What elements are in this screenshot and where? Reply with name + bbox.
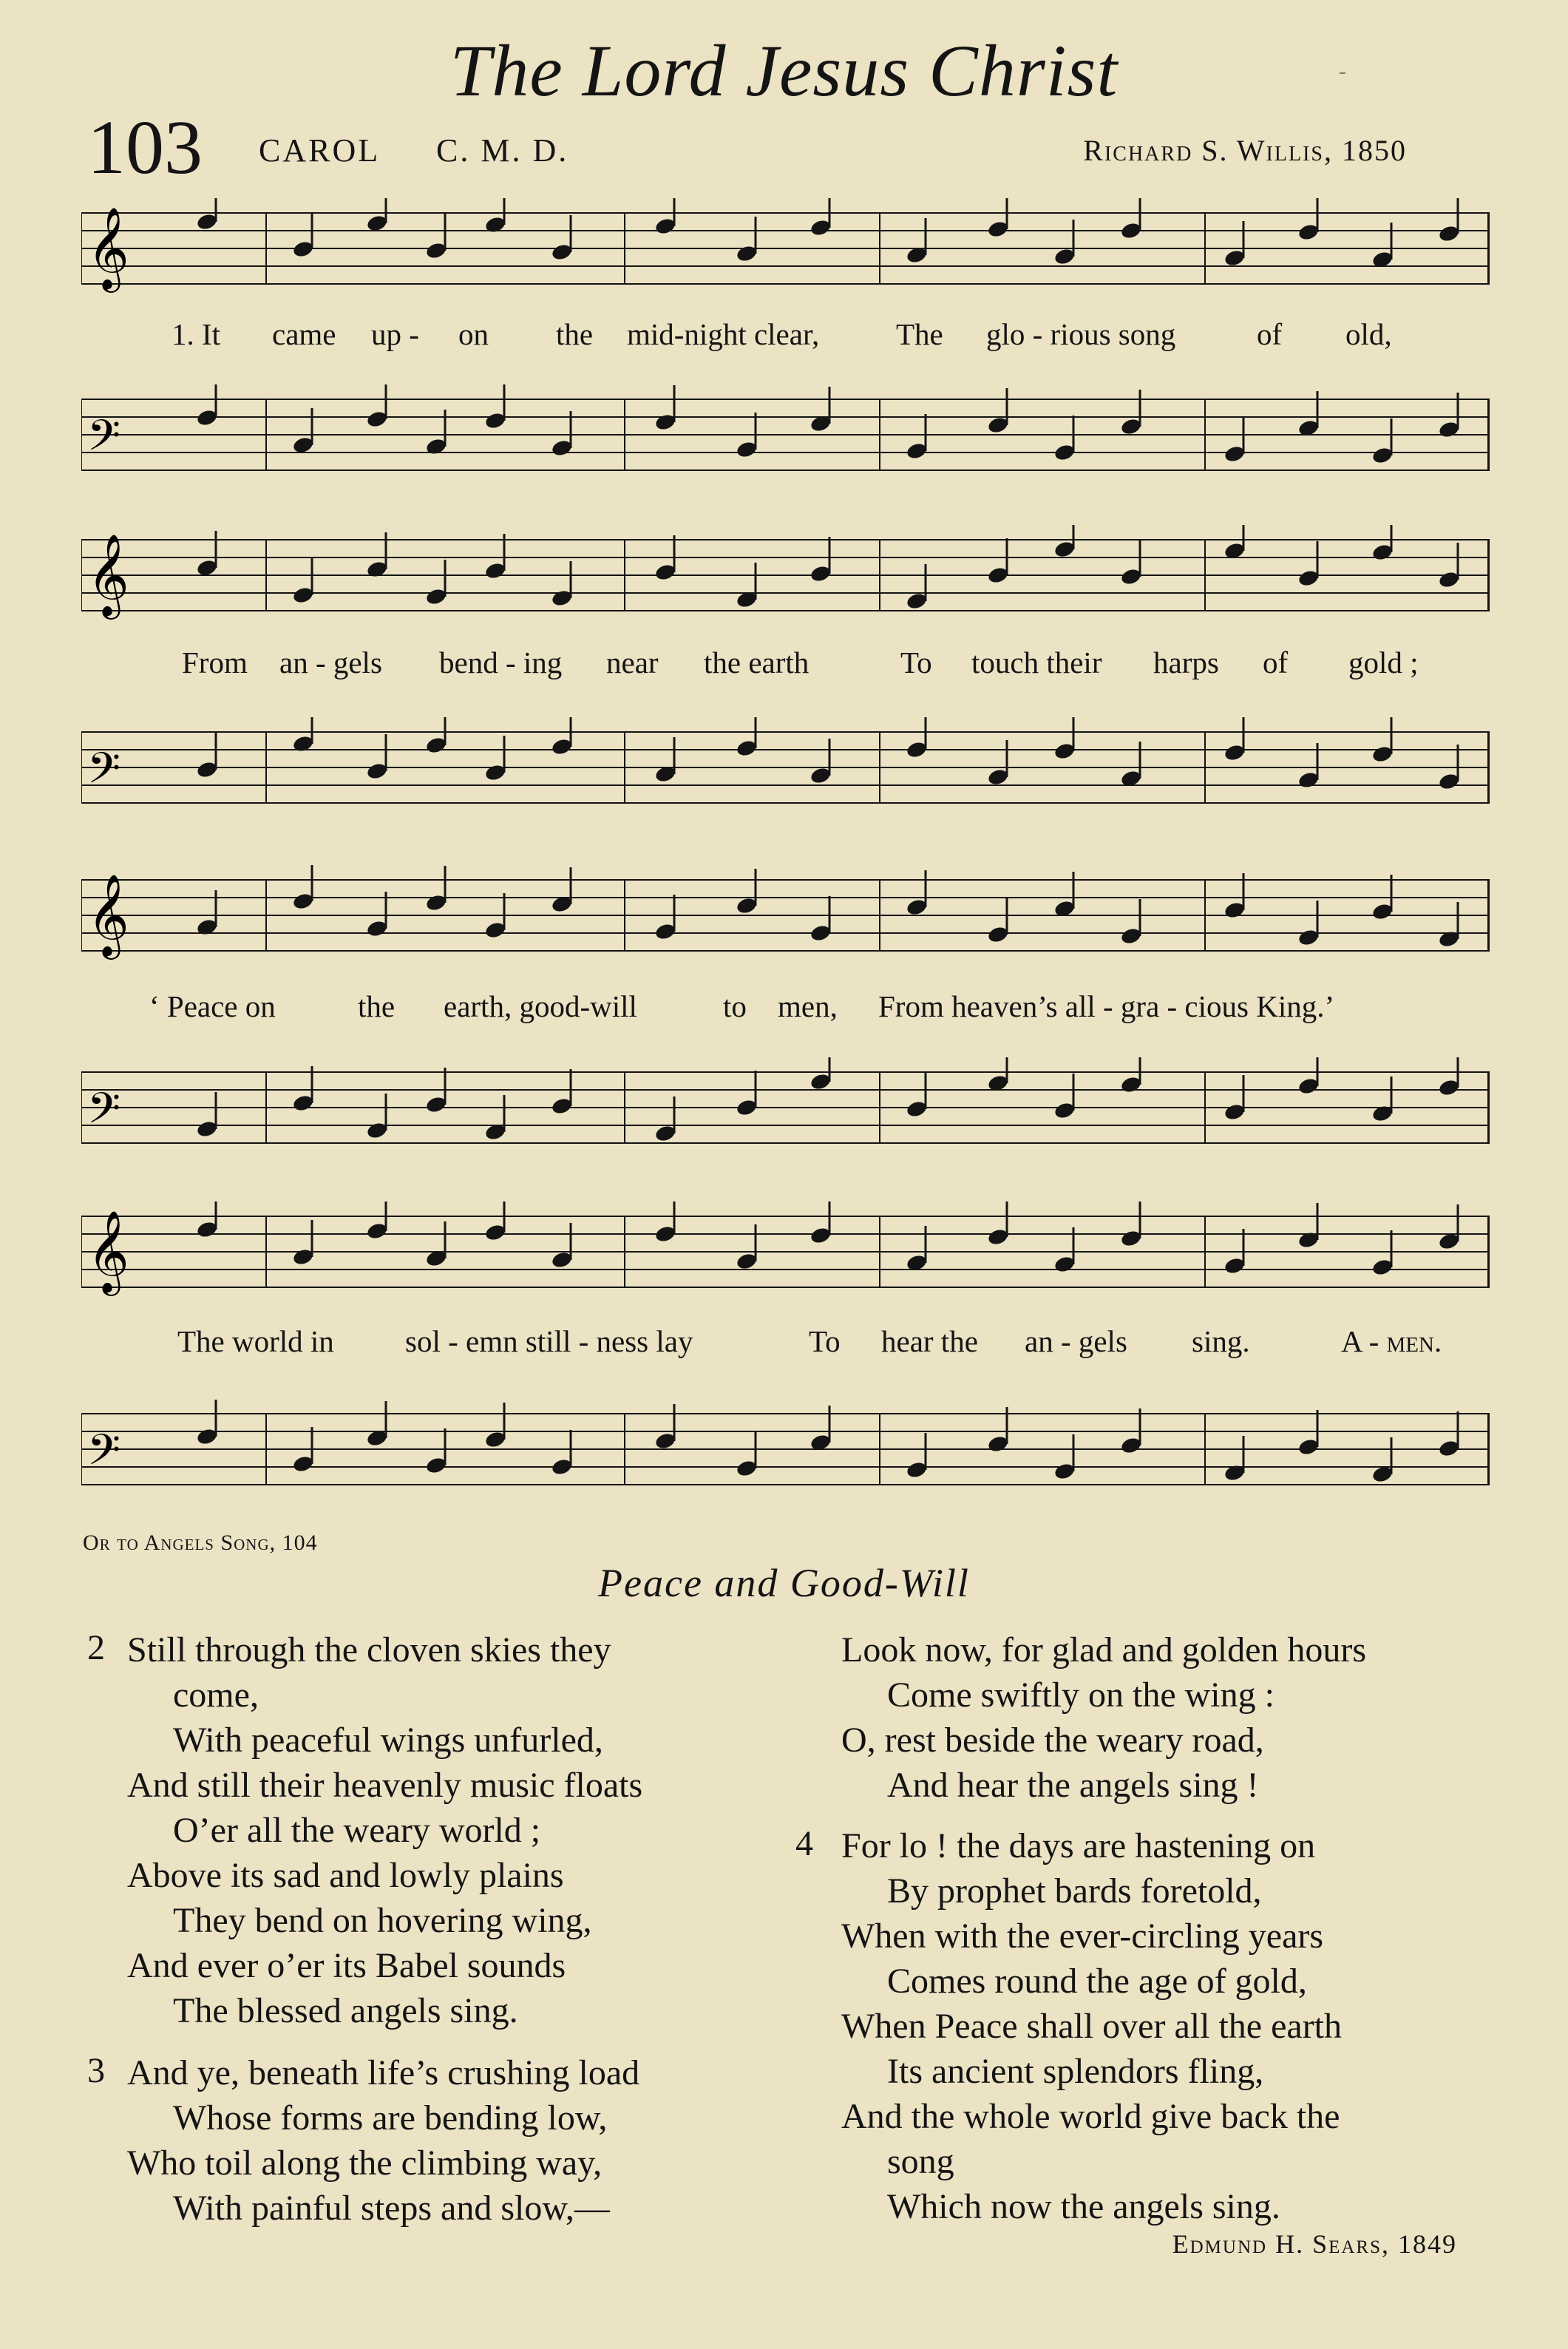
meter: C. M. D. [436,132,569,169]
staff-lines [81,525,1490,628]
lyric-syllable: came [272,317,336,351]
verse-line: song [887,2142,954,2181]
tune-name: CAROL [259,132,381,169]
lyric-line-1 [0,316,1568,361]
verse-line: They bend on hovering wing, [173,1901,592,1940]
verse-2 [127,1627,642,2033]
bass-clef-icon: 𝄢 [87,1425,121,1485]
author: Edmund H. Sears, 1849 [1172,2229,1457,2259]
treble-staff-4 [81,1201,1490,1305]
verse-line: When with the ever-circling years [841,1916,1324,1956]
section-title: The Lord Jesus Christ [449,30,1119,112]
lyric-syllable: near [606,645,659,679]
verse-line: Comes round the age of gold, [887,1962,1307,2001]
staff-lines [81,717,1490,821]
lyric-syllable: earth, good-will [444,989,637,1023]
verse-line: When Peace shall over all the earth [841,2007,1343,2046]
alternate-tune-note: Or to Angels Song, 104 [83,1531,318,1555]
ornament-mark: - [1339,59,1346,84]
verse-line: Come swiftly on the wing : [887,1675,1275,1715]
lyric-syllable: to [723,989,747,1023]
treble-staff-1 [81,198,1490,302]
lyric-syllable: From [182,645,248,679]
lyric-syllable: on [458,317,489,351]
verse-line: The blessed angels sing. [173,1991,518,2030]
staff-lines [81,384,1490,488]
verse-line: By prophet bards foretold, [887,1871,1262,1911]
verse-3-continued [841,1627,1366,1808]
verse-4 [841,1823,1342,2229]
verse-line: Still through the cloven skies they [127,1630,611,1670]
treble-clef-icon: 𝄞 [87,873,129,956]
treble-clef-icon: 𝄞 [87,1210,129,1292]
verse-line: And hear the angels sing ! [887,1766,1259,1805]
staff-lines [81,198,1490,302]
staff-lines [81,865,1490,969]
lyric-syllable: The world in [177,1324,334,1358]
lyric-line-3 [0,989,1568,1033]
verse-line: Look now, for glad and golden hours [841,1630,1367,1670]
verse-line: With peaceful wings unfurled, [173,1721,603,1760]
verse-line: Above its sad and lowly plains [127,1856,564,1895]
treble-staff-2 [81,525,1490,628]
verse-3 [127,2050,639,2231]
bass-staff-1 [81,384,1490,488]
lyric-syllable: gold ; [1348,645,1419,679]
lyric-syllable: bend - ing [439,645,563,679]
amen: A - men. [1341,1324,1442,1358]
verse-number: 3 [87,2051,105,2090]
lyric-syllable: men, [778,989,838,1023]
verse-line: Which now the angels sing. [887,2187,1280,2226]
lyric-line-4 [0,1323,1568,1368]
composer: Richard S. Willis, 1850 [1083,134,1407,167]
lyric-syllable: old, [1345,317,1392,351]
verse-line: And the whole world give back the [841,2097,1340,2136]
bass-clef-icon: 𝄢 [87,743,121,804]
lyric-syllable: To [809,1324,841,1358]
lyric-syllable: sol - emn still - ness lay [405,1324,693,1358]
verse-line: O, rest beside the weary road, [841,1721,1264,1760]
lyric-syllable: of [1263,645,1289,679]
lyric-syllable: glo - rious song [986,317,1176,351]
verse-line: For lo ! the days are hastening on [841,1826,1316,1865]
treble-clef-icon: 𝄞 [87,533,129,616]
bass-clef-icon: 𝄢 [87,410,121,471]
lyric-syllable: of [1257,317,1283,351]
lyric-syllable: an - gels [1025,1324,1127,1358]
lyric-syllable: mid-night clear, [627,317,820,351]
bass-staff-4 [81,1399,1490,1502]
verse-line: And ye, beneath life’s crushing load [127,2053,640,2092]
lyric-line-2 [0,645,1568,689]
verse-number: 2 [87,1628,105,1667]
lyric-syllable: the [556,317,594,351]
lyric-syllable: ‘ Peace on [149,989,276,1023]
verse-line: And still their heavenly music floats [127,1766,643,1805]
hymn-title: Peace and Good-Will [598,1561,970,1605]
lyric-syllable: From heaven’s all - gra - cious King.’ [878,989,1335,1023]
staff-lines [81,1057,1490,1161]
lyric-syllable: up - [371,317,419,351]
lyric-syllable: hear the [881,1324,978,1358]
treble-staff-3 [81,865,1490,969]
verse-line: Whose forms are bending low, [173,2098,608,2138]
lyric-syllable: sing. [1192,1324,1250,1358]
bass-staff-3 [81,1057,1490,1161]
bass-staff-2 [81,717,1490,821]
lyric-syllable: the [358,989,396,1023]
lyric-syllable: The [896,317,943,351]
verse-number: 4 [795,1824,813,1863]
staff-lines [81,1201,1490,1305]
lyric-syllable: the earth [704,645,810,679]
lyric-syllable: harps [1153,645,1219,679]
staff-lines [81,1399,1490,1502]
verse-line: O’er all the weary world ; [173,1811,541,1850]
verse-line: And ever o’er its Babel sounds [127,1946,566,1985]
lyric-syllable: touch their [971,645,1102,679]
bass-clef-icon: 𝄢 [87,1083,121,1144]
lyric-syllable: 1. It [172,317,221,351]
verse-line: Who toil along the climbing way, [127,2143,603,2183]
lyric-syllable: To [900,645,932,679]
hymn-number: 103 [87,105,203,190]
verse-line: With painful steps and slow,— [173,2189,610,2228]
treble-clef-icon: 𝄞 [87,206,129,289]
lyric-syllable: an - gels [279,645,382,679]
verse-line: Its ancient splendors fling, [887,2052,1264,2091]
verse-line: come, [173,1675,259,1715]
